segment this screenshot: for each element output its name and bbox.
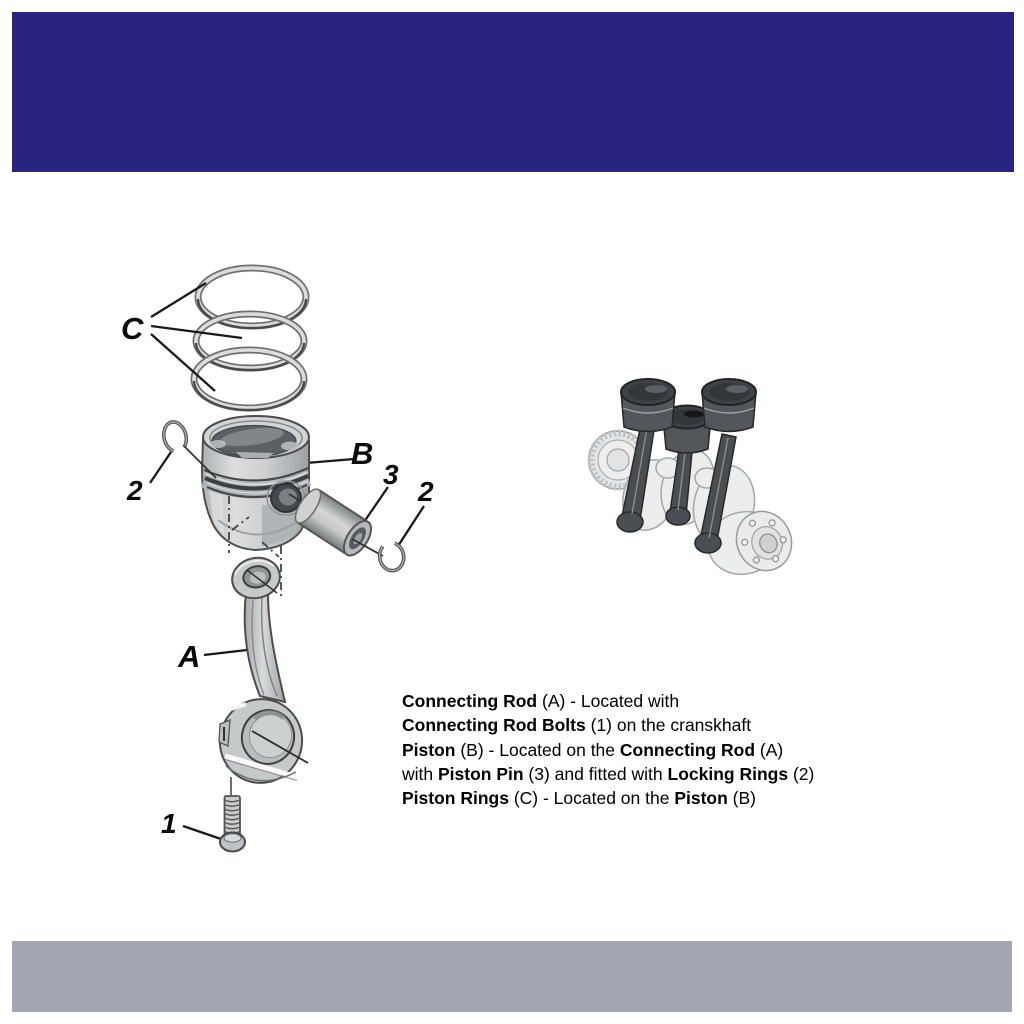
description-line: with Piston Pin (3) and fitted with Locking Rings (2) (402, 763, 815, 784)
locking-ring-right (378, 542, 406, 572)
description-line: Connecting Rod Bolts (1) on the cranskhaft (402, 715, 752, 736)
description-line: Connecting Rod (A) - Located with (402, 691, 680, 711)
description-line: Piston Rings (C) - Located on the Piston (B) (402, 788, 757, 809)
label-piston-rings: C (121, 311, 144, 346)
parts-description (402, 689, 814, 810)
label-connecting-rod-bolt: 1 (161, 808, 177, 839)
piston (202, 416, 309, 550)
label-locking-ring-left: 2 (127, 475, 143, 506)
description-line: Piston (B) - Located on the Connecting Rod (A) (402, 739, 784, 760)
connecting-rod-bolt (220, 777, 245, 852)
footer-band (12, 941, 1012, 1012)
label-locking-ring-right: 2 (418, 476, 434, 507)
label-piston: B (351, 436, 374, 471)
label-connecting-rod: A (178, 639, 201, 674)
connecting-rod (209, 553, 313, 793)
crankshaft-assembly (589, 379, 801, 582)
label-piston-pin: 3 (383, 459, 399, 490)
